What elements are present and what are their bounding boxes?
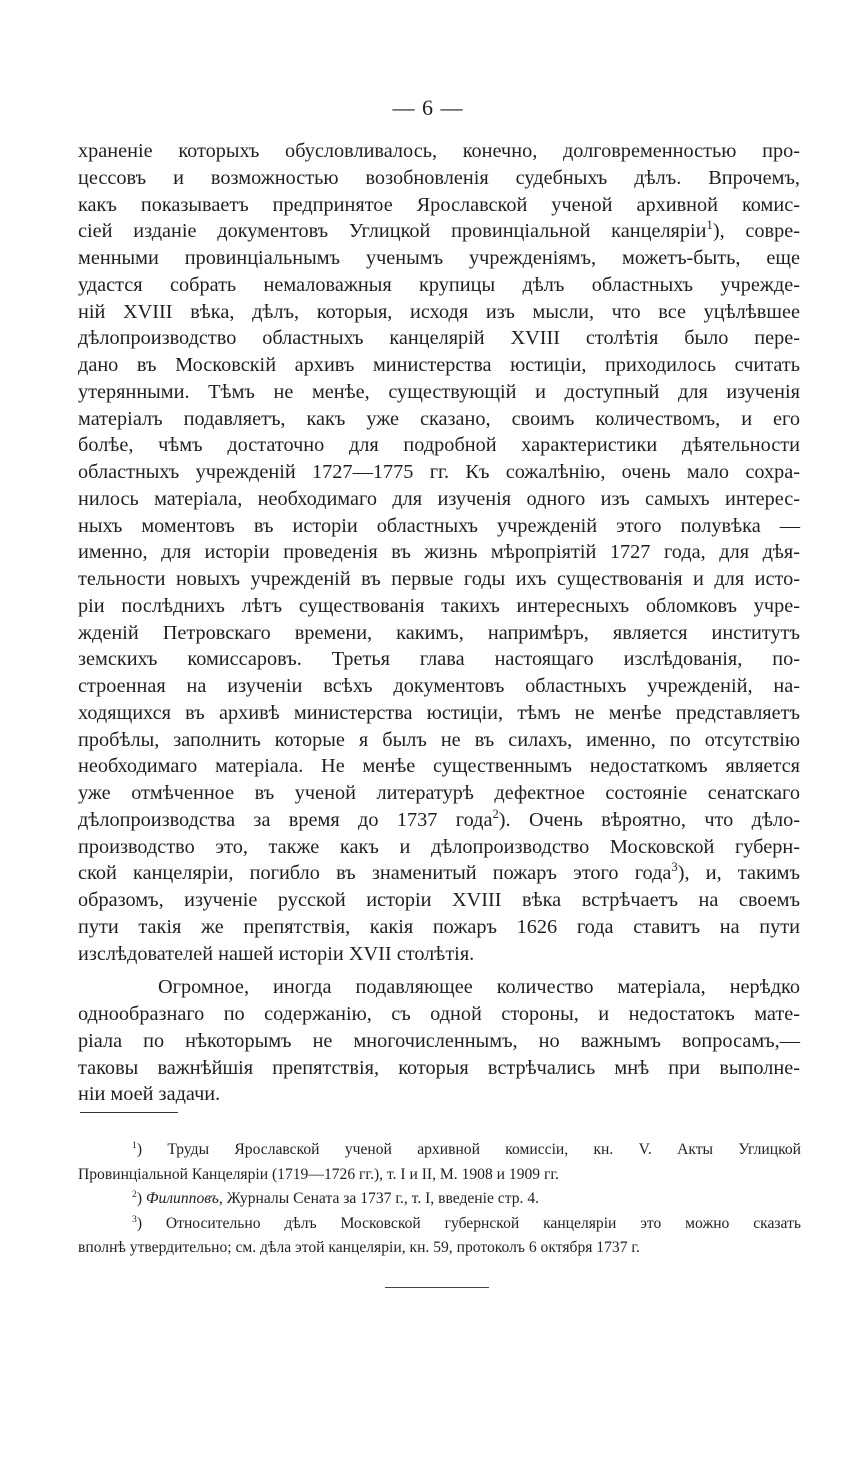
footnote-mark: 1 [132,1139,137,1151]
end-rule [385,1287,489,1288]
text-line: строенная на изученіи всѣхъ документовъ областныхъ учрежденій, на- [78,675,800,697]
text-line: ріала по нѣкоторымъ не многочисленнымъ, но важнымъ вопросамъ,— [78,1029,800,1052]
text-line [78,860,800,887]
text-line: земскихъ комиссаровъ. Третья глава настоящаго изслѣдованія, по- [78,648,800,671]
footnote-ref: 3 [671,860,678,875]
text-line: менными провинціальнымъ ученымъ учрежденіямъ, можетъ-быть, еще [78,247,800,269]
text-line: именно, для исторіи проведенія въ жизнь мѣропріятій 1727 года, для дѣя- [78,541,800,564]
text-line: пробѣлы, заполнить которые я былъ не въ силахъ, именно, по отсутствію [78,728,800,751]
footnote-ref: 2 [492,806,499,821]
footnote-text: ) Относительно дѣлъ Московской губернской канцеляріи это можно сказать [136,1214,801,1232]
footnote-mark: 2 [132,1188,137,1200]
footnote-separator [80,1112,178,1113]
footnote-3-continued: вполнѣ утвердительно; см. дѣла этой канцеляріи, кн. 59, протоколъ 6 октября 1737 г. [78,1239,640,1256]
text-fragment: ), совре- [712,220,801,243]
text-line: ходящихся въ архивѣ министерства юстиціи, тѣмъ не менѣе представляетъ [78,701,800,724]
text-line: производство это, также какъ и дѣлопроизводство Московской губерн- [78,835,800,858]
text-line: какъ показываетъ предпринятое Ярославской ученой архивной комис- [78,193,800,216]
footnote-paren: ) [136,1190,146,1207]
text-line: удастся собрать немаловажныя крупицы дѣлъ областныхъ учрежде- [78,273,800,296]
footnote-author: Филипповъ, [145,1190,223,1207]
footnote-1-continued: Провинціальной Канцеляріи (1719—1726 гг.), т. I и II, М. 1908 и 1909 гг. [78,1165,559,1183]
text-line: утерянными. Тѣмъ не менѣе, существующій и доступный для изученія [78,380,800,403]
text-line: ній XVIII вѣка, дѣлъ, которыя, исходя изъ мысли, что все уцѣлѣвшее [78,300,800,323]
footnote-2 [78,1187,801,1212]
text-line: однообразнаго по содержанію, съ одной стороны, и недостатокъ мате- [78,1003,800,1025]
text-line: болѣе, чѣмъ достаточно для подробной характеристики дѣятельности [78,434,800,457]
text-line: пути такія же препятствія, какія пожаръ 1626 года ставитъ на пути [78,915,800,938]
text-line: тельности новыхъ учрежденій въ первые годы ихъ существованія и для исто- [78,568,800,590]
text-line: необходимаго матеріала. Не менѣе существеннымъ недостаткомъ является [78,755,800,778]
text-line: ріи послѣднихъ лѣтъ существованія такихъ интересныхъ обломковъ учре- [78,594,800,617]
footnote-text: Журналы Сената за 1737 г., т. I, введеніе стр. 4. [222,1190,540,1207]
text-line: уже отмѣченное въ ученой литературѣ дефектное состояніе сенатскаго [78,782,800,804]
footnote-1 [78,1138,801,1163]
text-line: храненіе которыхъ обусловливалось, конечно, долговременностью про- [78,140,800,162]
text-line: ныхъ моментовъ въ исторіи областныхъ учрежденій этого полувѣка — [78,514,800,537]
paragraph-gap [78,967,800,974]
text-line: цессовъ и возможностью возобновленія судебныхъ дѣлъ. Впрочемъ, [78,166,800,189]
text-line: жденій Петровскаго времени, какимъ, напримѣръ, является институтъ [78,621,800,644]
text-fragment: сіей изданіе документовъ Углицкой провинціальной канцеляріи [78,220,707,243]
footnote-mark: 3 [132,1213,137,1225]
text-fragment: ), и, такимъ [677,862,800,885]
footnote-3 [78,1212,801,1237]
text-line: матеріалъ подавляетъ, какъ уже сказано, своимъ количествомъ, и его [78,407,800,430]
page-number: — 6 — [392,95,464,120]
footnotes [78,1138,801,1261]
text-fragment: дѣлопроизводства за время до 1737 года [78,808,493,831]
text-line: дѣлопроизводство областныхъ канцелярій XVIII столѣтія было пере- [78,327,800,350]
text-fragment: ской канцеляріи, погибло въ знаменитый пожаръ этого года [78,862,672,885]
text-line: изслѣдователей нашей исторіи XVII столѣтія. [78,942,475,965]
text-line [78,807,800,834]
main-text [78,138,800,1108]
text-line: Огромное, иногда подавляющее количество матеріала, нерѣдко [158,976,800,999]
text-line: областныхъ учрежденій 1727—1775 гг. Къ сожалѣнію, очень мало сохра- [78,461,800,483]
text-line: образомъ, изученіе русской исторіи XVIII вѣка встрѣчаетъ на своемъ [78,889,800,911]
text-fragment: ). Очень вѣроятно, что дѣло- [498,808,800,831]
text-line [78,218,800,245]
text-line: нилось матеріала, необходимаго для изученія одного изъ самыхъ интерес- [78,487,800,510]
footnote-text: ) Труды Ярославской ученой архивной комиссіи, кн. V. Акты Углицкой [136,1141,801,1158]
text-line: таковы важнѣйшія препятствія, которыя встрѣчались мнѣ при выполне- [78,1056,800,1079]
text-line: дано въ Московскій архивъ министерства юстиціи, приходилось считать [78,354,800,376]
footnote-ref: 1 [706,218,713,233]
text-line: ніи моей задачи. [78,1083,221,1106]
